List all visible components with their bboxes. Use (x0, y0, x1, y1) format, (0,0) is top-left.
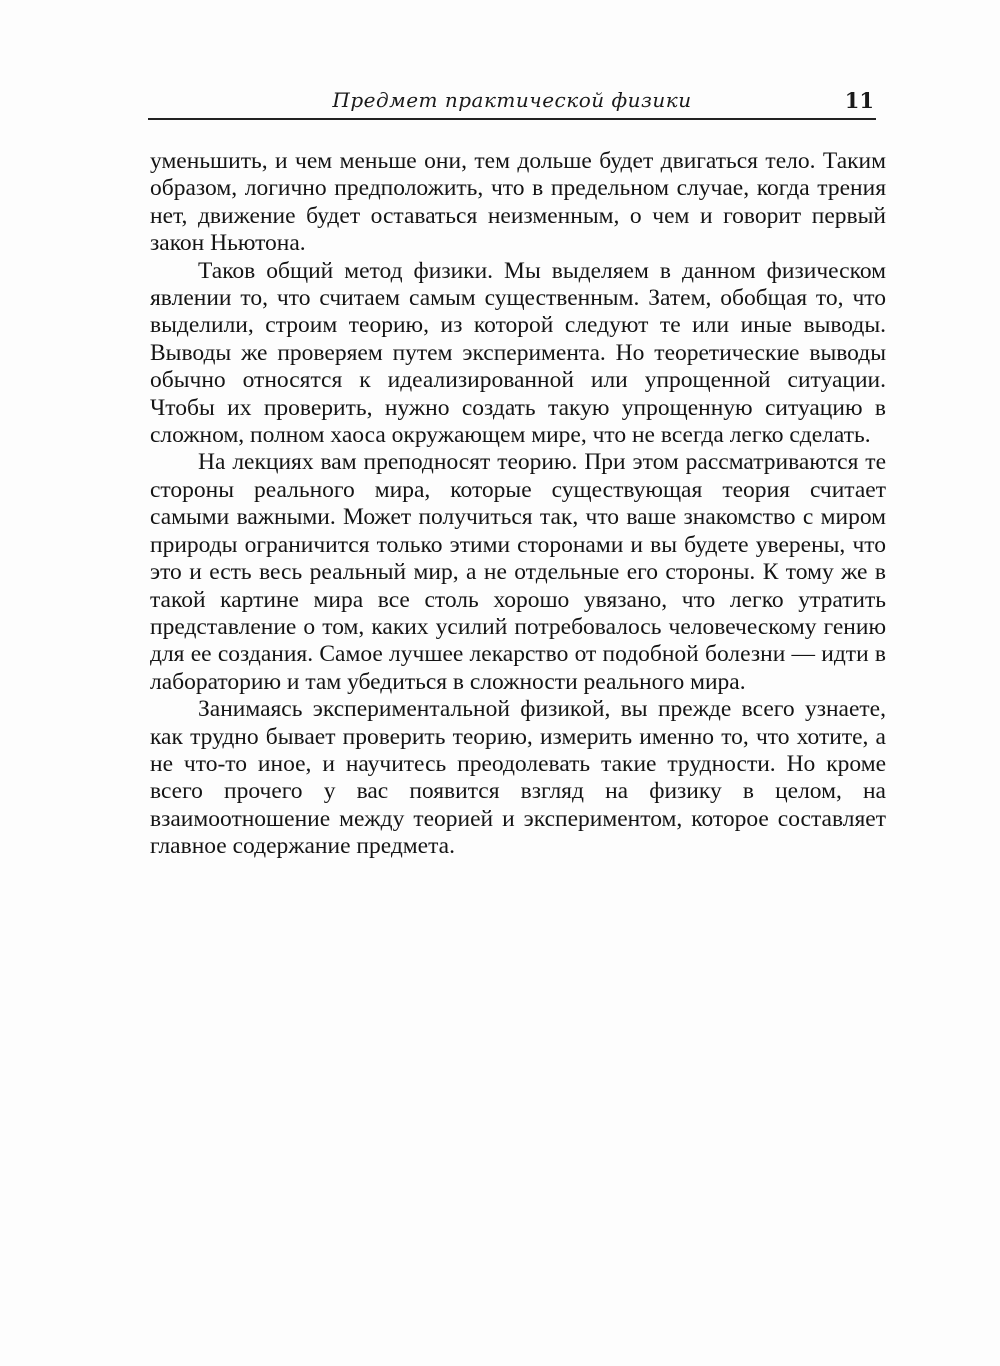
body-text (150, 148, 886, 861)
running-title: Предмет практической физики (332, 88, 692, 112)
paragraph: Таков общий метод физики. Мы выделяем в данном физическом явлении то, что считаем самым существенным. Затем, обобщая то, что выделили, строим теорию, из которой следуют те или иные выводы. Выводы же проверяем путем эксперимента. Но теоретические выводы обычно относятся к идеализированной или упрощенной ситуации. Чтобы их проверить, нужно создать такую упрощенную ситуацию в сложном, полном хаоса окружающем мире, что не всегда легко сделать. (150, 257, 886, 449)
page-number: 11 (844, 88, 874, 113)
paragraph: На лекциях вам преподносят теорию. При этом рассматриваются те стороны реального мира, которые существующая теория считает самыми важными. Может получиться так, что ваше знакомство с миром природы ограничится только этими сторонами и вы будете уверены, что это и есть весь реальный мир, а не отдельные его стороны. К тому же в такой картине мира все столь хорошо увязано, что легко утратить представление о том, каких усилий потребовалось человеческому гению для ее создания. Самое лучшее лекарство от подобной болезни — идти в лабораторию и там убедиться в сложности реального мира. (150, 449, 886, 695)
paragraph: Занимаясь экспериментальной физикой, вы прежде всего узнаете, как трудно бывает проверить теорию, измерить именно то, что хотите, а не что-то иное, и научитесь преодолевать такие трудности. Но кроме всего прочего у вас появится взгляд на физику в целом, на взаимоотношение между теорией и экспериментом, которое составляет главное содержание предмета. (150, 696, 886, 860)
page-header (148, 88, 876, 120)
paragraph: уменьшить, и чем меньше они, тем дольше будет двигаться тело. Таким образом, логично предположить, что в предельном случае, когда трения нет, движение будет оставаться неизменным, о чем и говорит первый закон Ньютона. (150, 148, 886, 257)
header-rule (148, 118, 876, 120)
